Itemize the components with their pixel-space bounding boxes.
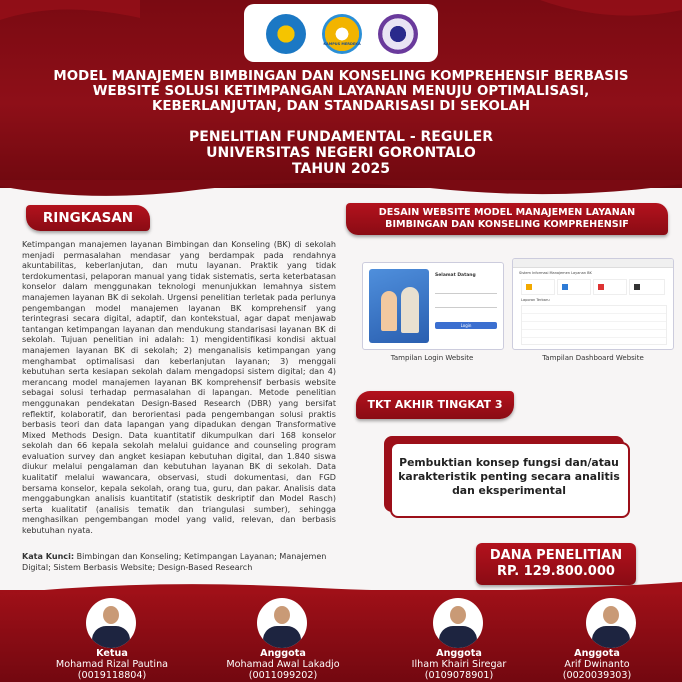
desain-heading-line: BIMBINGAN DAN KONSELING KOMPREHENSIF bbox=[385, 219, 629, 230]
password-field[interactable] bbox=[435, 302, 497, 308]
avatar-head bbox=[603, 606, 619, 624]
login-title: Selamat Datang bbox=[435, 273, 476, 278]
tut-wuri-handayani-logo bbox=[266, 14, 306, 54]
avatar bbox=[433, 598, 483, 648]
desain-heading bbox=[346, 203, 668, 235]
keywords bbox=[22, 552, 336, 573]
member-role: Anggota bbox=[574, 648, 620, 659]
avatar bbox=[257, 598, 307, 648]
stat-card bbox=[629, 279, 665, 295]
desain-heading-line: DESAIN WEBSITE MODEL MANAJEMEN LAYANAN bbox=[378, 207, 636, 218]
member-name: Mohamad Rizal Pautina bbox=[55, 659, 169, 670]
login-illustration bbox=[369, 269, 429, 343]
avatar-suit bbox=[263, 626, 301, 648]
stat-card bbox=[557, 279, 591, 295]
tkt-description-line: Pembuktian konsep fungsi dan/atau bbox=[399, 456, 619, 469]
avatar-suit bbox=[439, 626, 477, 648]
avatar-suit bbox=[592, 626, 630, 648]
kampus-merdeka-logo bbox=[322, 14, 362, 54]
avatar-head bbox=[274, 606, 290, 624]
header-wave bbox=[0, 180, 682, 202]
ringkasan-text: Ketimpangan manajemen layanan Bimbingan dan Konseling (BK) di sekolah menjadi permasalahan mendasar yang berdampak pada rendahnya akuntabilitas, keberlanjutan, dan mutu layanan. Praktik yang tidak terdokumentasi, pelaporan manual yang tidak sistematis, serta keterbatasan konselor dalam menggunakan teknologi menunjukkan lemahnya sistem manajemen layanan BK di sekolah. Urgensi penelitian terletak pada perlunya pengembangan model manajemen layanan BK komprehensif yang terintegrasi secara digital, adaptif, dan kontekstual, agar dapat menjawab tantangan ketimpangan layanan dan mendukung standarisasi layanan BK di sekolah. Tujuan penelitian ini adalah: 1) mengidentifikasi kondisi aktual manajemen layanan BK di sekolah; 2) menganalisis ketimpangan yang menghambat optimalisasi dan keberlanjutan layanan; 3) menggali kebutuhan serta kesiapan sekolah dalam mengadopsi sistem digital; dan 4) merancang model manajemen layanan BK komprehensif berbasis website sebagai solusi terhadap permasalahan di lapangan. Metode penelitian menggunakan pendekatan Design-Based Research (DBR) yang bersifat reflektif, kolaboratif, dan berorientasi pada pengembangan solusi praktis berbasis teori dan data lapangan yang dipadukan dengan Transformative Mixed Methods Design. Data kuantitatif dikumpulkan dari 168 konselor sekolah dan 66 kepala sekolah melalui guidance and counseling program evaluation survey dan angket kesiapan kebutuhan digital, dan 1.840 siswa diukur melalui pengalaman dan kebutuhan layanan BK di sekolah. Data kualitatif melalui wawancara, observasi, studi dokumentasi, dan FGD bersama konselor, kepala sekolah, orang tua, guru, dan pakar. Analisis data menggabungkan analisis kuantitatif (statistik deskriptif dan Model Rasch) serta kualitatif (analisis tematik dan triangulasi sumber), sehingga menghasilkan pengembangan model yang valid, relevan, dan berbasis kebutuhan nyata. bbox=[22, 240, 336, 536]
person-figure bbox=[381, 291, 397, 331]
dashboard-table bbox=[521, 305, 667, 345]
avatar bbox=[586, 598, 636, 648]
dana-amount: RP. 129.800.000 bbox=[497, 564, 615, 579]
login-screenshot bbox=[362, 262, 504, 350]
dashboard-topbar bbox=[513, 259, 673, 268]
footer-wave bbox=[0, 578, 682, 594]
university-name: UNIVERSITAS NEGERI GORONTALO bbox=[206, 145, 476, 161]
login-caption: Tampilan Login Website bbox=[390, 354, 474, 362]
poster-title-line: WEBSITE SOLUSI KETIMPANGAN LAYANAN MENUJU OPTIMALISASI, bbox=[92, 84, 590, 99]
tkt-description-line: karakteristik penting secara analitis bbox=[398, 470, 620, 483]
dana-label: DANA PENELITIAN bbox=[489, 548, 623, 563]
research-year: TAHUN 2025 bbox=[292, 161, 390, 177]
stat-card bbox=[521, 279, 555, 295]
dashboard-cards bbox=[521, 279, 665, 293]
login-button[interactable] bbox=[435, 322, 497, 329]
person-figure bbox=[401, 287, 419, 333]
member-name: Mohamad Awal Lakadjo bbox=[226, 659, 340, 670]
team-member bbox=[512, 648, 682, 681]
member-id: (0011099202) bbox=[248, 670, 318, 681]
team-member bbox=[27, 648, 197, 681]
member-name: Ilham Khairi Siregar bbox=[411, 659, 507, 670]
tkt-heading-text: TKT AKHIR TINGKAT 3 bbox=[367, 398, 503, 411]
avatar-head bbox=[103, 606, 119, 624]
dashboard-caption: Tampilan Dashboard Website bbox=[542, 354, 644, 362]
poster-title bbox=[10, 69, 672, 114]
ringkasan-heading bbox=[26, 205, 150, 231]
dashboard-section-title: Laporan Terbaru bbox=[521, 298, 550, 302]
keywords-text: Bimbingan dan Konseling; Ketimpangan Layanan; Manajemen Digital; Sistem Berbasis Website; Design-Based Research bbox=[22, 552, 327, 572]
stat-card bbox=[593, 279, 627, 295]
member-role: Anggota bbox=[436, 648, 482, 659]
username-field[interactable] bbox=[435, 288, 497, 294]
header-banner bbox=[0, 0, 682, 188]
poster-title-line: MODEL MANAJEMEN BIMBINGAN DAN KONSELING KOMPREHENSIF BERBASIS bbox=[53, 69, 629, 84]
dashboard-header: Sistem Informasi Manajemen Layanan BK bbox=[519, 271, 592, 275]
research-scheme: PENELITIAN FUNDAMENTAL - REGULER bbox=[189, 129, 493, 145]
ringkasan-heading-text: RINGKASAN bbox=[42, 210, 134, 226]
poster-title-line: KEBERLANJUTAN, DAN STANDARISASI DI SEKOLAH bbox=[151, 99, 531, 114]
member-id: (0019118804) bbox=[77, 670, 147, 681]
member-role: Anggota bbox=[260, 648, 306, 659]
tkt-description bbox=[398, 456, 620, 498]
kampus-merdeka-logo-text: KAMPUS MERDEKA bbox=[323, 42, 361, 46]
tkt-heading bbox=[356, 391, 514, 419]
ung-logo bbox=[378, 14, 418, 54]
logo-bar bbox=[244, 4, 438, 62]
member-id: (0109078901) bbox=[424, 670, 494, 681]
keywords-label: Kata Kunci: bbox=[22, 552, 75, 561]
dashboard-screenshot bbox=[512, 258, 674, 350]
team-member bbox=[198, 648, 368, 681]
poster-subtitle bbox=[10, 129, 672, 177]
login-button-label: Login bbox=[460, 323, 472, 328]
avatar bbox=[86, 598, 136, 648]
member-role: Ketua bbox=[96, 648, 128, 659]
tkt-description-line: dan eksperimental bbox=[452, 484, 566, 497]
avatar-head bbox=[450, 606, 466, 624]
login-form bbox=[435, 273, 497, 329]
avatar-suit bbox=[92, 626, 130, 648]
member-name: Arif Dwinanto bbox=[564, 659, 630, 670]
member-id: (0020039303) bbox=[562, 670, 632, 681]
